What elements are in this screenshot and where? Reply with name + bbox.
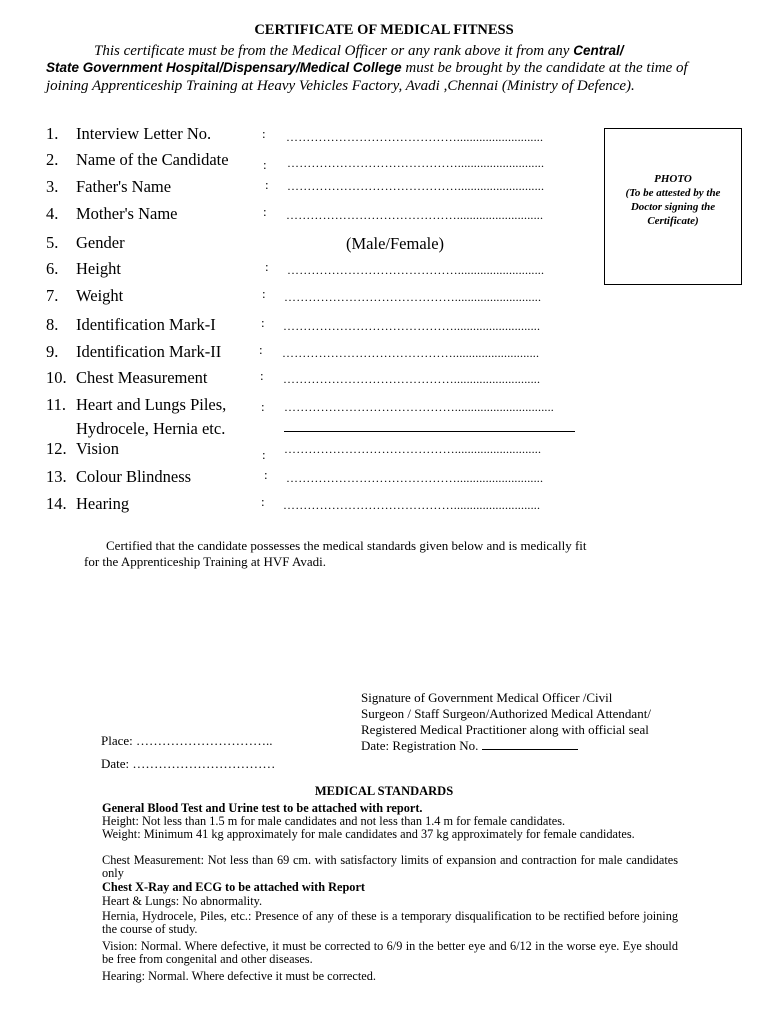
gender-value: (Male/Female) xyxy=(346,234,445,253)
field-label: Father's Name xyxy=(76,177,172,196)
signature-block xyxy=(361,690,651,754)
field-number: 11. xyxy=(46,395,67,414)
field-colon: : xyxy=(261,315,265,330)
hernia-standard: Hernia, Hydrocele, Piles, etc.: Presence of any of these is a temporary disqualification to be rectified before joining the course of study. xyxy=(102,909,678,936)
field-fill-line[interactable]: ……………………………………........................... xyxy=(283,319,541,333)
field-number: 5. xyxy=(46,233,59,252)
field-fill-line[interactable]: ……………………………………........................... xyxy=(286,130,544,144)
signature-line-3: Registered Medical Practitioner along with official seal xyxy=(361,722,649,737)
field-number: 8. xyxy=(46,315,59,334)
field-number: 12. xyxy=(46,439,67,458)
heart-standard: Heart & Lungs: No abnormality. xyxy=(102,894,263,908)
heart-lungs-underline xyxy=(284,431,575,432)
field-label: Name of the Candidate xyxy=(76,150,229,169)
field-label: Weight xyxy=(76,286,124,305)
field-colon: : xyxy=(263,204,267,219)
field-fill-line[interactable]: ……………………………………........................... xyxy=(283,372,541,386)
intro-line-1: This certificate must be from the Medical Officer or any rank above it from any Central/ xyxy=(94,43,624,59)
field-fill-line[interactable]: ……………………………………........................... xyxy=(286,208,544,222)
registration-underline xyxy=(482,738,578,750)
vision-standard: Vision: Normal. Where defective, it must be corrected to 6/9 in the better eye and 6/12 in the worse eye. Eye should be free from congenital and other diseases. xyxy=(102,939,678,966)
field-number: 4. xyxy=(46,204,59,223)
blood-test-note: General Blood Test and Urine test to be attached with report. xyxy=(102,801,423,815)
intro-line-2: State Government Hospital/Dispensary/Medical College must be brought by the candidate at the time of xyxy=(46,60,688,76)
field-fill-line[interactable]: ……………………………………........................... xyxy=(287,179,545,193)
signature-line-2: Surgeon / Staff Surgeon/Authorized Medical Attendant/ xyxy=(361,706,651,721)
certification-line-2: for the Apprenticeship Training at HVF Avadi. xyxy=(84,554,327,569)
medical-standards-title: MEDICAL STANDARDS xyxy=(314,784,454,798)
weight-standard: Weight: Minimum 41 kg approximately for male candidates and 37 kg approximately for female candidates. xyxy=(102,827,635,841)
field-label: Height xyxy=(76,259,121,278)
place-field: Place: ………………………….. xyxy=(101,733,273,748)
field-label: Vision xyxy=(76,439,120,458)
field-label: Chest Measurement xyxy=(76,368,208,387)
field-label: Identification Mark-II xyxy=(76,342,222,361)
field-label: Interview Letter No. xyxy=(76,124,212,143)
field-number: 9. xyxy=(46,342,59,361)
field-number: 2. xyxy=(46,150,59,169)
intro-bold-central: Central/ xyxy=(573,43,624,58)
intro-bold-hospital: State Government Hospital/Dispensary/Medical College xyxy=(46,60,402,75)
signature-line-4: Date: Registration No. xyxy=(361,738,651,754)
hearing-standard: Hearing: Normal. Where defective it must be corrected. xyxy=(102,969,376,983)
field-colon: : xyxy=(265,259,269,274)
chest-standard: Chest Measurement: Not less than 69 cm. with satisfactory limits of expansion and contraction for male candidates only xyxy=(102,853,678,880)
field-fill-line[interactable]: ……………………………………........................... xyxy=(283,498,541,512)
field-colon: : xyxy=(263,157,267,172)
field-label: Mother's Name xyxy=(76,204,178,223)
height-standard: Height: Not less than 1.5 m for male candidates and not less than 1.4 m for female candidates. xyxy=(102,814,566,828)
field-fill-line[interactable]: ……………………………………........................... xyxy=(284,290,542,304)
photo-note-1: (To be attested by the xyxy=(625,187,721,199)
field-label: Colour Blindness xyxy=(76,467,192,486)
field-label: Gender xyxy=(76,233,125,252)
field-number: 1. xyxy=(46,124,59,143)
field-number: 10. xyxy=(46,368,67,387)
field-fill-line[interactable]: ……………………………………........................... xyxy=(282,346,540,360)
field-label: Identification Mark-I xyxy=(76,315,216,334)
certification-line-1: Certified that the candidate possesses the medical standards given below and is medically fit xyxy=(106,538,587,553)
signature-line-1: Signature of Government Medical Officer /Civil xyxy=(361,690,613,705)
field-fill-line[interactable]: ……………………………………........................... xyxy=(287,156,545,170)
field-colon: : xyxy=(259,342,263,357)
field-colon: : xyxy=(261,494,265,509)
photo-box xyxy=(604,128,742,285)
xray-note: Chest X-Ray and ECG to be attached with Report xyxy=(102,880,366,894)
field-colon: : xyxy=(262,447,266,462)
field-colon: : xyxy=(262,126,266,141)
field-label: Hearing xyxy=(76,494,130,513)
field-label: Heart and Lungs Piles, xyxy=(76,395,227,414)
intro-line-3: joining Apprenticeship Training at Heavy Vehicles Factory, Avadi ,Chennai (Ministry of Defence). xyxy=(46,78,635,94)
field-label: Hydrocele, Hernia etc. xyxy=(76,419,226,438)
field-number: 3. xyxy=(46,177,59,196)
field-colon: : xyxy=(264,467,268,482)
field-colon: : xyxy=(262,286,266,301)
field-colon: : xyxy=(265,177,269,192)
field-colon: : xyxy=(260,368,264,383)
field-fill-line[interactable]: ……………………………………........................... xyxy=(286,471,544,485)
field-number: 14. xyxy=(46,494,67,513)
field-fill-line[interactable]: ……………………………………........................... xyxy=(287,263,545,277)
field-fill-line[interactable]: ……………………………………............................... xyxy=(284,400,554,414)
field-number: 7. xyxy=(46,286,59,305)
page-title: CERTIFICATE OF MEDICAL FITNESS xyxy=(254,22,514,38)
date-field: Date: …………………………… xyxy=(101,756,276,771)
photo-label: PHOTO xyxy=(654,173,692,185)
field-fill-line[interactable]: ……………………………………........................... xyxy=(284,442,542,456)
photo-note-2: Doctor signing the xyxy=(630,201,716,213)
field-number: 13. xyxy=(46,467,67,486)
field-number: 6. xyxy=(46,259,59,278)
field-colon: : xyxy=(261,399,265,414)
photo-note-3: Certificate) xyxy=(647,215,699,227)
